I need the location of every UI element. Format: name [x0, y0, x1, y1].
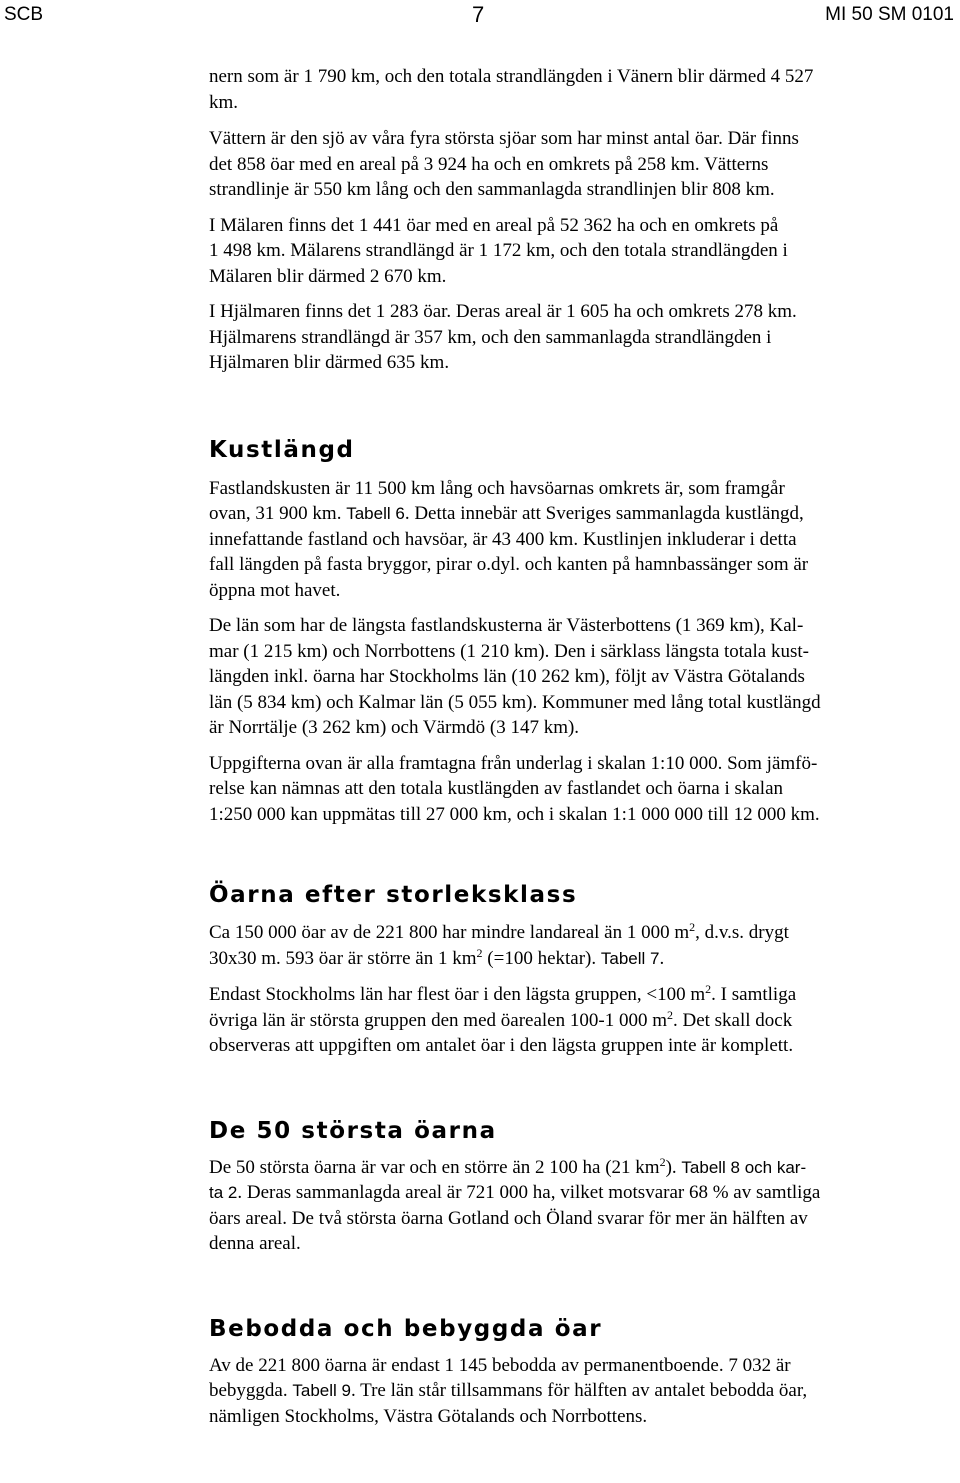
text-line: mar (1 215 km) och Norrbottens (1 210 km). Den i särklass längsta totala kust- — [209, 640, 809, 662]
paragraph-vanern — [209, 64, 957, 115]
section-heading-storleksklass: Öarna efter storleksklass — [209, 882, 578, 908]
text-line: längden inkl. öarna har Stockholms län (10 262 km), följt av Västra Götalands — [209, 666, 805, 687]
paragraph-endast-stockholms — [209, 982, 957, 1059]
text-line: Av de 221 800 öarna är endast 1 145 bebodda av permanentboende. 7 032 är — [209, 1354, 791, 1376]
text-line: km. — [209, 91, 239, 113]
text-line: I Mälaren finns det 1 441 öar med en areal på 52 362 ha och en omkrets på — [209, 214, 779, 236]
text-line: ovan, 31 900 km. Tabell 6. Detta innebär att Sveriges sammanlagda kustlängd, — [209, 503, 804, 524]
text-line: I Hjälmaren finns det 1 283 öar. Deras areal är 1 605 ha och omkrets 278 km. — [209, 301, 797, 322]
table-reference: Tabell 7 — [600, 948, 660, 968]
text-line: Ca 150 000 öar av de 221 800 har mindre landareal än 1 000 $m^2$, d.v.s. drygt — [209, 920, 789, 943]
text-line: Vättern är den sjö av våra fyra största sjöar som har minst antal öar. Där finns — [209, 128, 799, 149]
text-line: Hjälmaren blir därmed 635 km. — [209, 352, 450, 373]
header-left: SCB — [4, 4, 44, 25]
table-reference: Tabell 9 — [292, 1381, 351, 1400]
paragraph-langsta-kuster — [209, 613, 957, 741]
text-line: innefattande fastland och havsöar, är 43 400 km. Kustlinjen inkluderar i detta — [209, 528, 797, 550]
page-number: 7 — [472, 2, 485, 27]
paragraph-malaren — [209, 213, 957, 290]
paragraph-bebodda — [209, 1353, 957, 1430]
text-line: Hjälmarens strandlängd är 357 km, och den sammanlagda strandlängden i — [209, 326, 772, 348]
text-line: Mälaren blir därmed 2 670 km. — [209, 265, 447, 287]
text-line: öars areal. De två största öarna Gotland och Öland svarar för mer än hälften av — [209, 1207, 808, 1229]
text-line: Endast Stockholms län har flest öar i den lägsta gruppen, <100 $m^2$. I samtliga — [209, 982, 797, 1005]
text-line: De 50 största öarna är var och en större än 2 100 ha (21 $km^2$). Tabell 8 och kar- — [209, 1154, 807, 1178]
text-line: De län som har de längsta fastlandskusterna är Västerbottens (1 369 km), Kal- — [209, 615, 804, 636]
paragraph-vattern — [209, 126, 957, 203]
paragraph-fastlandskusten — [209, 476, 957, 604]
text-line: 30x30 m. 593 öar är större än 1 $km^2$ (=100 hektar). Tabell 7. — [209, 945, 665, 969]
text-line: observeras att uppgiften om antalet öar i den lägsta gruppen inte är komplett. — [209, 1035, 794, 1056]
text-line: öppna mot havet. — [209, 579, 341, 601]
map-reference: ta 2 — [209, 1183, 238, 1202]
header-right: MI 50 SM 0101 — [825, 4, 954, 25]
paragraph-ca-150000 — [209, 920, 957, 971]
paragraph-hjalmaren — [209, 299, 957, 376]
text-line: fall längden på fasta bryggor, pirar o.dyl. och kanten på hamnbassänger som är — [209, 554, 809, 575]
text-line: övriga län är största gruppen den med öarealen 100-1 000 $m^2$. Det skall dock — [209, 1007, 793, 1031]
text-line: nern som är 1 790 km, och den totala strandlängden i Vänern blir därmed 4 527 — [209, 66, 814, 87]
page-body — [209, 64, 957, 1429]
text-line: denna areal. — [209, 1233, 301, 1254]
text-line: ta 2. Deras sammanlagda areal är 721 000 ha, vilket motsvarar 68 % av samtliga — [209, 1182, 821, 1203]
text-line: bebyggda. Tabell 9. Tre län står tillsammans för hälften av antalet bebodda öar, — [209, 1380, 808, 1401]
paragraph-uppgifterna — [209, 751, 957, 828]
table-reference: Tabell 8 och kar- — [681, 1157, 807, 1177]
text-line: län (5 834 km) och Kalmar län (5 055 km). Kommuner med lång total kustlängd — [209, 691, 821, 713]
text-line: är Norrtälje (3 262 km) och Värmdö (3 147 km). — [209, 717, 580, 738]
text-line: 1:250 000 kan uppmätas till 27 000 km, och i skalan 1:1 000 000 till 12 000 km. — [209, 803, 820, 825]
section-heading-50-storsta: De 50 största öarna — [209, 1117, 497, 1144]
text-line: nämligen Stockholms, Västra Götalands och Norrbottens. — [209, 1405, 648, 1427]
section-heading-bebodda: Bebodda och bebyggda öar — [209, 1315, 603, 1342]
text-line: det 858 öar med en areal på 3 924 ha och en omkrets på 258 km. Vätterns — [209, 153, 769, 175]
text-line: Uppgifterna ovan är alla framtagna från underlag i skalan 1:10 000. Som jämfö- — [209, 752, 818, 774]
text-line: relse kan nämnas att den totala kustlängden av fastlandet och öarna i skalan — [209, 778, 784, 799]
text-line: Fastlandskusten är 11 500 km lång och havsöarnas omkrets är, som framgår — [209, 477, 785, 499]
paragraph-50-storsta — [209, 1155, 957, 1257]
text-line: 1 498 km. Mälarens strandlängd är 1 172 km, och den totala strandlängden i — [209, 240, 788, 261]
table-reference: Tabell 6 — [346, 504, 405, 523]
section-heading-kustlangd: Kustlängd — [209, 436, 355, 463]
text-line: strandlinje är 550 km lång och den sammanlagda strandlinjen blir 808 km. — [209, 179, 775, 200]
